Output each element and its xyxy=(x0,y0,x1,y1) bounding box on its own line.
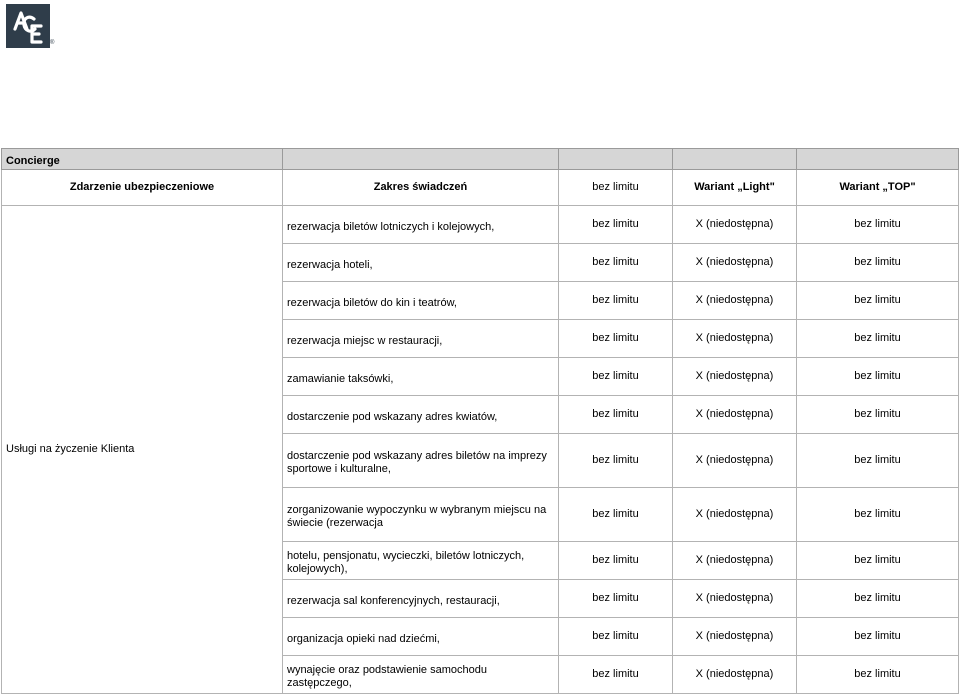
service-cell: dostarczenie pod wskazany adres biletów na imprezy sportowe i kulturalne, xyxy=(283,434,559,488)
header-limit: bez limitu xyxy=(559,170,673,206)
header-shade-cell xyxy=(559,149,673,170)
limit-cell: bez limitu xyxy=(559,206,673,244)
limit-cell: bez limitu xyxy=(559,656,673,694)
service-cell: rezerwacja miejsc w restauracji, xyxy=(283,320,559,358)
limit-cell: bez limitu xyxy=(559,244,673,282)
header-shade-cell xyxy=(797,149,959,170)
service-cell: rezerwacja biletów do kin i teatrów, xyxy=(283,282,559,320)
service-cell: zorganizowanie wypoczynku w wybranym miejscu na świecie (rezerwacja xyxy=(283,488,559,542)
limit-cell: bez limitu xyxy=(559,488,673,542)
service-cell: rezerwacja hoteli, xyxy=(283,244,559,282)
ace-logo-icon xyxy=(6,4,50,48)
table-row xyxy=(2,206,959,244)
light-cell: X (niedostępna) xyxy=(673,282,797,320)
light-cell: X (niedostępna) xyxy=(673,206,797,244)
registered-mark: ® xyxy=(50,40,55,46)
section-header-row xyxy=(2,149,959,170)
light-cell: X (niedostępna) xyxy=(673,618,797,656)
light-cell: X (niedostępna) xyxy=(673,358,797,396)
light-cell: X (niedostępna) xyxy=(673,396,797,434)
limit-cell: bez limitu xyxy=(559,320,673,358)
limit-cell: bez limitu xyxy=(559,542,673,580)
service-cell: rezerwacja sal konferencyjnych, restauracji, xyxy=(283,580,559,618)
light-cell: X (niedostępna) xyxy=(673,580,797,618)
service-cell: organizacja opieki nad dziećmi, xyxy=(283,618,559,656)
limit-cell: bez limitu xyxy=(559,358,673,396)
concierge-table xyxy=(1,148,959,694)
header-light: Wariant „Light" xyxy=(673,170,797,206)
top-cell: bez limitu xyxy=(797,396,959,434)
light-cell: X (niedostępna) xyxy=(673,244,797,282)
top-cell: bez limitu xyxy=(797,488,959,542)
header-scope: Zakres świadczeń xyxy=(283,170,559,206)
light-cell: X (niedostępna) xyxy=(673,320,797,358)
limit-cell: bez limitu xyxy=(559,618,673,656)
category-cell: Usługi na życzenie Klienta xyxy=(2,206,283,694)
service-cell: rezerwacja biletów lotniczych i kolejowych, xyxy=(283,206,559,244)
light-cell: X (niedostępna) xyxy=(673,434,797,488)
header-shade-cell xyxy=(283,149,559,170)
light-cell: X (niedostępna) xyxy=(673,488,797,542)
service-cell: hotelu, pensjonatu, wycieczki, biletów lotniczych, kolejowych), xyxy=(283,542,559,580)
light-cell: X (niedostępna) xyxy=(673,542,797,580)
limit-cell: bez limitu xyxy=(559,434,673,488)
top-cell: bez limitu xyxy=(797,358,959,396)
top-cell: bez limitu xyxy=(797,320,959,358)
light-cell: X (niedostępna) xyxy=(673,656,797,694)
service-cell: wynajęcie oraz podstawienie samochodu zastępczego, xyxy=(283,656,559,694)
top-cell: bez limitu xyxy=(797,542,959,580)
top-cell: bez limitu xyxy=(797,206,959,244)
top-cell: bez limitu xyxy=(797,434,959,488)
limit-cell: bez limitu xyxy=(559,580,673,618)
section-title: Concierge xyxy=(2,149,283,170)
top-cell: bez limitu xyxy=(797,244,959,282)
service-cell: zamawianie taksówki, xyxy=(283,358,559,396)
top-cell: bez limitu xyxy=(797,282,959,320)
top-cell: bez limitu xyxy=(797,580,959,618)
service-cell: dostarczenie pod wskazany adres kwiatów, xyxy=(283,396,559,434)
header-shade-cell xyxy=(673,149,797,170)
limit-cell: bez limitu xyxy=(559,396,673,434)
limit-cell: bez limitu xyxy=(559,282,673,320)
column-header-row xyxy=(2,170,959,206)
header-top: Wariant „TOP" xyxy=(797,170,959,206)
top-cell: bez limitu xyxy=(797,656,959,694)
top-cell: bez limitu xyxy=(797,618,959,656)
header-event: Zdarzenie ubezpieczeniowe xyxy=(2,170,283,206)
